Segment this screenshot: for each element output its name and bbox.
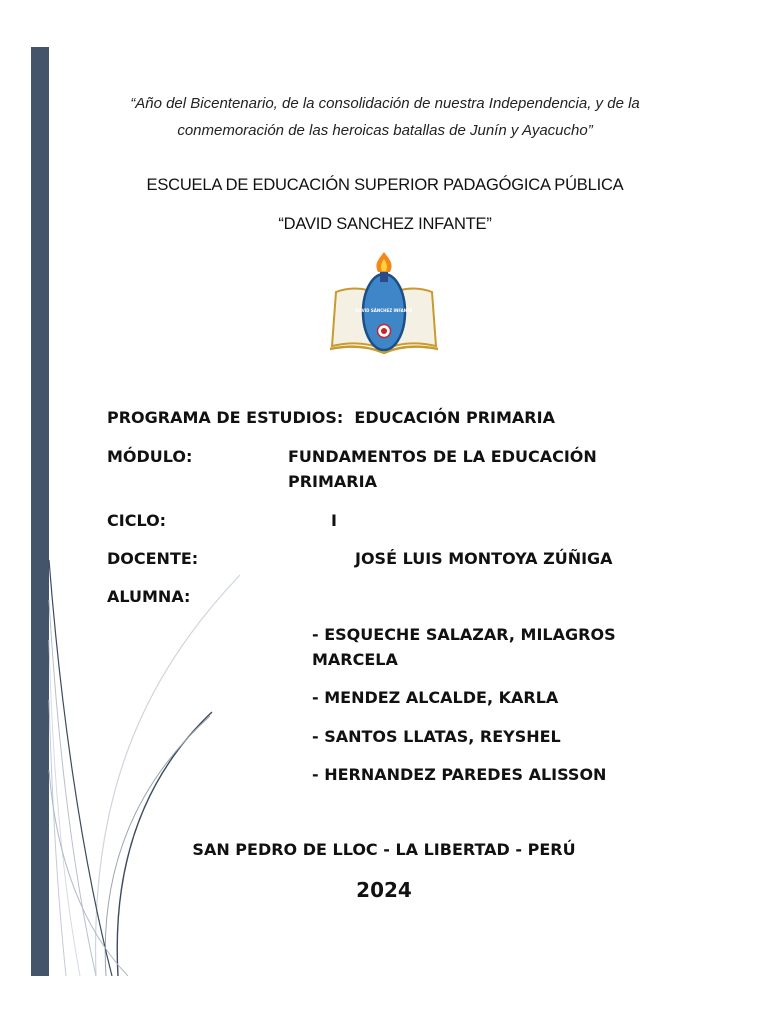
docente-value: JOSÉ LUIS MONTOYA ZÚÑIGA — [355, 549, 613, 568]
seal-text: DAVID SÁNCHEZ INFANTE — [355, 308, 413, 313]
modulo-label: MÓDULO: — [107, 447, 193, 466]
curve-line — [96, 575, 240, 976]
programa-row — [107, 405, 555, 430]
curve-line — [49, 560, 112, 976]
docente-label: DOCENTE: — [107, 549, 199, 568]
location: SAN PEDRO DE LLOC - LA LIBERTAD - PERÚ — [192, 840, 576, 859]
curve-line — [49, 600, 96, 976]
year: 2024 — [356, 878, 412, 902]
motto-line-2: conmemoración de las heroicas batallas de Junín y Ayacucho” — [177, 122, 593, 139]
programa-label: PROGRAMA DE ESTUDIOS: — [107, 408, 344, 427]
ciclo-value: I — [331, 511, 337, 530]
curve-line — [49, 770, 128, 976]
modulo-value-line-1: FUNDAMENTOS DE LA EDUCACIÓN — [288, 447, 597, 466]
student-item: - HERNANDEZ PAREDES ALISSON — [312, 765, 607, 784]
motto-line-1: “Año del Bicentenario, de la consolidación de nuestra Independencia, y de la — [130, 95, 640, 112]
side-bar-decoration — [31, 47, 49, 976]
student-item: - SANTOS LLATAS, REYSHEL — [312, 727, 561, 746]
school-name: ESCUELA DE EDUCACIÓN SUPERIOR PADAGÓGICA PÚBLICA — [146, 176, 624, 194]
programa-value: EDUCACIÓN PRIMARIA — [354, 408, 555, 427]
curve-line — [49, 700, 66, 976]
alumna-label: ALUMNA: — [107, 587, 191, 606]
seal-emblem-inner — [381, 328, 387, 334]
modulo-value-line-2: PRIMARIA — [288, 472, 377, 491]
curve-line — [49, 640, 80, 976]
student-item: - MENDEZ ALCALDE, KARLA — [312, 688, 559, 707]
institution-logo — [328, 250, 440, 354]
student-item: - ESQUECHE SALAZAR, MILAGROS — [312, 625, 616, 644]
school-subname: “DAVID SANCHEZ INFANTE” — [278, 215, 492, 233]
student-item-continuation: MARCELA — [312, 650, 398, 669]
ciclo-label: CICLO: — [107, 511, 167, 530]
motto — [90, 90, 680, 144]
